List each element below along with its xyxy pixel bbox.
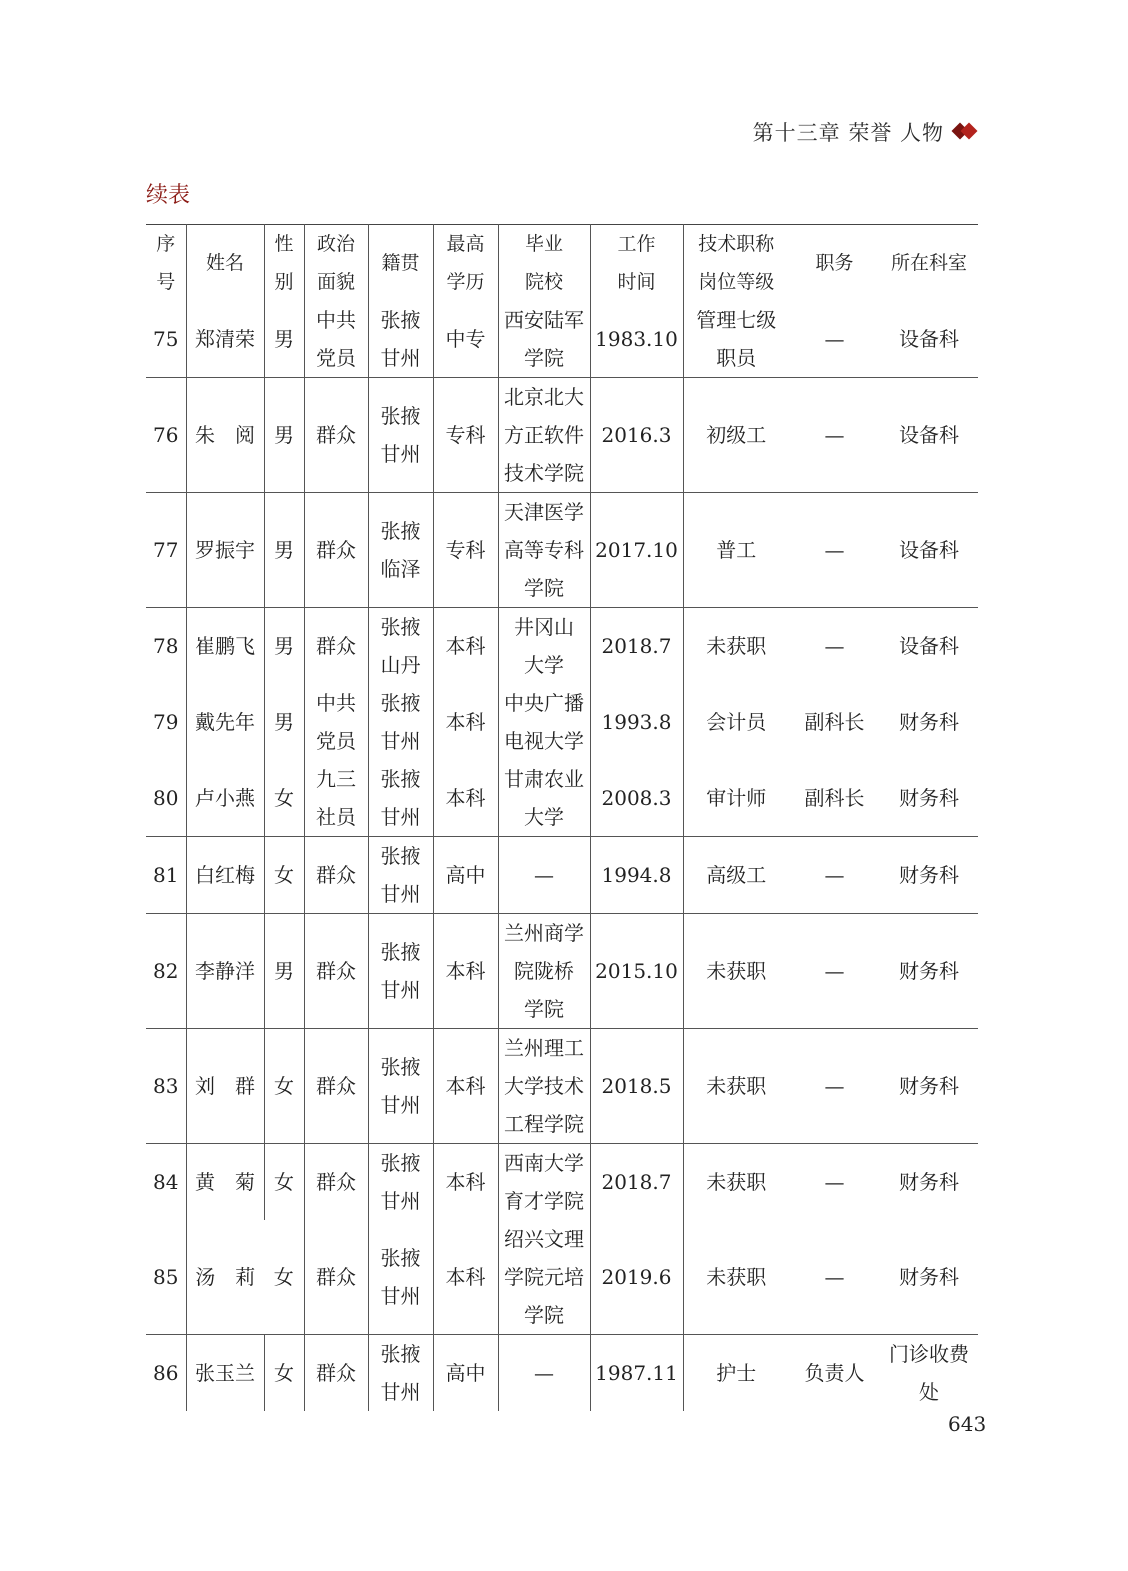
cell-line: 甘州 — [380, 346, 421, 370]
cell-line: 群众 — [316, 538, 356, 562]
cell-line: 姓名 — [205, 252, 244, 274]
cell-line: 别 — [274, 271, 294, 293]
cell-line: 财务科 — [899, 1074, 959, 1098]
col-header-department — [880, 225, 978, 302]
cell-line: 门诊收费 — [889, 1342, 969, 1366]
cell-line: 未获职 — [706, 634, 767, 658]
cell-school — [498, 760, 590, 837]
cell-native — [368, 914, 433, 1029]
cell-native — [368, 378, 433, 493]
col-header-education — [433, 225, 498, 302]
cell-line: 甘州 — [380, 1284, 421, 1308]
cell-name: 汤 莉 — [186, 1220, 264, 1335]
cell-gender: 女 — [264, 1144, 304, 1221]
cell-name: 戴先年 — [186, 684, 264, 760]
table-row — [146, 493, 978, 608]
cell-line: 财务科 — [899, 863, 959, 887]
cell-duty: — — [789, 837, 880, 914]
cell-native — [368, 608, 433, 685]
cell-seq: 75 — [146, 301, 186, 378]
cell-line: 面貌 — [316, 271, 355, 293]
cell-name: 朱 阅 — [186, 378, 264, 493]
cell-line: 张掖 — [380, 1342, 421, 1366]
cell-department — [880, 1144, 978, 1221]
cell-line: 毕业 — [524, 233, 563, 255]
cell-line: 群众 — [316, 1361, 356, 1385]
cell-gender: 女 — [264, 1335, 304, 1412]
cell-gender: 男 — [264, 378, 304, 493]
cell-title — [683, 1220, 789, 1335]
cell-line: 张掖 — [380, 1055, 421, 1079]
cell-line: 群众 — [316, 959, 356, 983]
cell-native — [368, 760, 433, 837]
cell-duty: — — [789, 914, 880, 1029]
cell-school — [498, 301, 590, 378]
cell-line: 中央广播 — [504, 691, 584, 715]
cell-school — [498, 1335, 590, 1412]
cell-education: 专科 — [433, 493, 498, 608]
cell-worktime: 2019.6 — [590, 1220, 683, 1335]
cell-line: 会计员 — [706, 710, 767, 734]
cell-line: 绍兴文理 — [504, 1227, 584, 1251]
cell-seq: 82 — [146, 914, 186, 1029]
cell-seq: 77 — [146, 493, 186, 608]
cell-school — [498, 378, 590, 493]
table-header-row — [146, 225, 978, 302]
col-header-worktime — [590, 225, 683, 302]
cell-line: 性 — [274, 233, 294, 255]
cell-native — [368, 301, 433, 378]
cell-title — [683, 378, 789, 493]
cell-line: 山丹 — [380, 653, 421, 677]
cell-line: 兰州理工 — [504, 1036, 584, 1060]
cell-native — [368, 493, 433, 608]
cell-line: 学院元培 — [504, 1265, 584, 1289]
cell-worktime: 2016.3 — [590, 378, 683, 493]
cell-duty: — — [789, 301, 880, 378]
cell-line: 未获职 — [706, 1074, 767, 1098]
cell-department — [880, 378, 978, 493]
cell-name: 刘 群 — [186, 1029, 264, 1144]
cell-education: 本科 — [433, 914, 498, 1029]
cell-department — [880, 837, 978, 914]
cell-line: 学院 — [524, 576, 564, 600]
cell-political — [304, 301, 368, 378]
table-row — [146, 684, 978, 760]
cell-line: 西南大学 — [504, 1151, 584, 1175]
cell-line: 工程学院 — [504, 1112, 584, 1136]
cell-native — [368, 1144, 433, 1221]
cell-duty: — — [824, 1170, 845, 1194]
cell-line: 审计师 — [706, 786, 767, 810]
cell-name: 黄 菊 — [186, 1144, 264, 1221]
cell-political — [304, 1029, 368, 1144]
cell-name: 崔鹏飞 — [186, 608, 264, 685]
cell-line: 政治 — [316, 233, 355, 255]
cell-line: 院陇桥 — [514, 959, 574, 983]
cell-line: 财务科 — [899, 710, 959, 734]
cell-line: 党员 — [316, 346, 356, 370]
cell-department — [880, 608, 978, 685]
cell-education: 本科 — [433, 684, 498, 760]
cell-title — [683, 914, 789, 1029]
cell-duty: — — [824, 634, 845, 658]
cell-department — [880, 1029, 978, 1144]
cell-line: 甘州 — [380, 882, 421, 906]
table-row — [146, 1335, 978, 1412]
cell-line: 管理七级 — [696, 308, 777, 332]
cell-line: 学院 — [524, 346, 564, 370]
cell-name: 李静洋 — [186, 914, 264, 1029]
cell-line: 张掖 — [380, 691, 421, 715]
cell-school — [498, 914, 590, 1029]
cell-line: 财务科 — [899, 1170, 959, 1194]
table-row — [146, 1029, 978, 1144]
cell-line: 群众 — [316, 1074, 356, 1098]
table-row — [146, 608, 978, 685]
cell-department — [880, 1335, 978, 1412]
cell-line: 群众 — [316, 1170, 356, 1194]
cell-political — [304, 914, 368, 1029]
cell-line: 设备科 — [899, 423, 959, 447]
cell-name: 白红梅 — [186, 837, 264, 914]
cell-duty: — — [789, 493, 880, 608]
cell-native — [368, 684, 433, 760]
cell-gender: 男 — [264, 914, 304, 1029]
cell-education: 本科 — [433, 1220, 498, 1335]
cell-line: 中共 — [316, 691, 356, 715]
cell-department — [880, 684, 978, 760]
cell-title — [683, 684, 789, 760]
cell-school — [498, 837, 590, 914]
cell-line: 院校 — [524, 271, 563, 293]
cell-line: 张掖 — [380, 940, 421, 964]
cell-worktime: 1987.11 — [590, 1335, 683, 1412]
cell-line: 所在科室 — [890, 252, 967, 274]
cell-department — [880, 914, 978, 1029]
table-row — [146, 760, 978, 837]
cell-political — [304, 684, 368, 760]
cell-worktime: 1994.8 — [590, 837, 683, 914]
cell-line: 甘州 — [380, 729, 421, 753]
cell-seq: 79 — [153, 710, 179, 734]
cell-line: 张掖 — [380, 308, 421, 332]
cell-line: 甘州 — [380, 442, 421, 466]
cell-duty: — — [789, 1029, 880, 1144]
cell-line: 普工 — [716, 538, 757, 562]
table-row — [146, 378, 978, 493]
cell-seq: 83 — [146, 1029, 186, 1144]
cell-line: 高级工 — [706, 863, 767, 887]
cell-line: 张掖 — [380, 404, 421, 428]
cell-seq: 85 — [146, 1220, 186, 1335]
cell-line: 处 — [919, 1380, 939, 1404]
col-header-native — [368, 225, 433, 302]
cell-line: 张掖 — [380, 519, 421, 543]
cell-gender: 男 — [264, 493, 304, 608]
cell-school — [498, 684, 590, 760]
cell-name: 卢小燕 — [186, 760, 264, 837]
cell-line: 甘肃农业 — [504, 767, 584, 791]
cell-political — [304, 760, 368, 837]
cell-political — [304, 378, 368, 493]
cell-gender: 女 — [264, 760, 304, 837]
cell-line: 大学 — [524, 805, 564, 829]
cell-education: 本科 — [433, 1144, 498, 1221]
cell-political — [304, 1144, 368, 1221]
cell-line: 时间 — [617, 271, 656, 293]
cell-seq: 76 — [146, 378, 186, 493]
cell-line: 张掖 — [380, 767, 421, 791]
cell-line: 序 — [156, 233, 176, 255]
cell-title — [683, 493, 789, 608]
cell-title — [683, 1335, 789, 1412]
cell-department — [880, 760, 978, 837]
cell-line: 大学 — [524, 653, 564, 677]
cell-line: 未获职 — [706, 1170, 767, 1194]
cell-line: 学院 — [524, 997, 564, 1021]
cell-seq: 81 — [146, 837, 186, 914]
cell-gender: 女 — [264, 1029, 304, 1144]
table-row — [146, 837, 978, 914]
cell-education: 高中 — [433, 1335, 498, 1412]
cell-line: 甘州 — [380, 978, 421, 1002]
cell-line: 群众 — [316, 1265, 356, 1289]
cell-worktime: 2018.7 — [590, 608, 683, 685]
cell-line: 北京北大 — [504, 385, 584, 409]
cell-line: 张掖 — [380, 1151, 421, 1175]
cell-line: 籍贯 — [381, 252, 420, 274]
cell-seq: 80 — [146, 760, 186, 837]
cell-school — [498, 1029, 590, 1144]
cell-duty: 负责人 — [804, 1361, 865, 1385]
cell-line: 财务科 — [899, 959, 959, 983]
cell-line: 设备科 — [899, 634, 959, 658]
table-row — [146, 1144, 978, 1221]
cell-gender: 男 — [264, 684, 304, 760]
cell-line: 岗位等级 — [698, 271, 775, 293]
cell-worktime: 1983.10 — [590, 301, 683, 378]
cell-line: 高等专科 — [504, 538, 584, 562]
cell-title — [683, 301, 789, 378]
cell-political — [304, 1220, 368, 1335]
cell-line: 西安陆军 — [504, 308, 584, 332]
table-row — [146, 1220, 978, 1335]
col-header-title — [683, 225, 789, 302]
col-header-political — [304, 225, 368, 302]
cell-line: 电视大学 — [504, 729, 584, 753]
cell-line: 群众 — [316, 863, 356, 887]
col-header-school — [498, 225, 590, 302]
cell-line: 中共 — [316, 308, 356, 332]
cell-worktime: 2008.3 — [590, 760, 683, 837]
cell-political — [304, 493, 368, 608]
cell-line: 甘州 — [380, 1189, 421, 1213]
chapter-title: 第十三章 荣誉 人物 — [752, 121, 944, 145]
cell-school — [498, 493, 590, 608]
cell-seq: 84 — [153, 1170, 179, 1194]
cell-political — [304, 1335, 368, 1412]
table-row — [146, 914, 978, 1029]
cell-native — [368, 1220, 433, 1335]
cell-line: 甘州 — [380, 1093, 421, 1117]
cell-worktime: 2017.10 — [590, 493, 683, 608]
cell-gender: 女 — [264, 837, 304, 914]
cell-native — [368, 1335, 433, 1412]
cell-line: 群众 — [316, 634, 356, 658]
cell-duty: — — [789, 378, 880, 493]
cell-line: 甘州 — [380, 805, 421, 829]
col-header-name — [186, 225, 264, 302]
cell-title — [683, 1144, 789, 1221]
cell-department — [880, 301, 978, 378]
cell-line: 学院 — [524, 1303, 564, 1327]
cell-native — [368, 837, 433, 914]
cell-worktime: 2018.5 — [590, 1029, 683, 1144]
cell-duty: 副科长 — [789, 760, 880, 837]
cell-name: 张玉兰 — [186, 1335, 264, 1412]
cell-native — [368, 1029, 433, 1144]
cell-education: 高中 — [433, 837, 498, 914]
double-diamond-icon — [952, 122, 978, 142]
cell-department — [880, 493, 978, 608]
cell-line: 天津医学 — [504, 500, 584, 524]
cell-education: 本科 — [433, 760, 498, 837]
cell-line: 设备科 — [899, 327, 959, 351]
cell-title — [683, 608, 789, 685]
continued-table-label: 续表 — [146, 183, 191, 208]
cell-title — [683, 1029, 789, 1144]
cell-line: — — [534, 1361, 554, 1385]
cell-seq: 86 — [153, 1361, 179, 1385]
cell-education: 专科 — [433, 378, 498, 493]
cell-line: 设备科 — [899, 538, 959, 562]
cell-department — [880, 1220, 978, 1335]
cell-line: 未获职 — [706, 1265, 767, 1289]
cell-education: 本科 — [433, 1029, 498, 1144]
cell-line: 九三 — [316, 767, 356, 791]
table-row — [146, 301, 978, 378]
cell-line: 方正软件 — [504, 423, 584, 447]
cell-line: 护士 — [716, 1361, 757, 1385]
cell-worktime: 2015.10 — [590, 914, 683, 1029]
cell-line: 群众 — [316, 423, 356, 447]
cell-duty: — — [789, 1220, 880, 1335]
cell-school — [498, 1220, 590, 1335]
page-number: 643 — [948, 1412, 987, 1436]
cell-political — [304, 837, 368, 914]
cell-name: 郑清荣 — [186, 301, 264, 378]
cell-line: 井冈山 — [514, 615, 574, 639]
cell-line: 临泽 — [380, 557, 421, 581]
staff-table — [146, 224, 978, 1411]
cell-political — [304, 608, 368, 685]
cell-line: 技术职称 — [698, 233, 775, 255]
cell-line: 财务科 — [899, 786, 959, 810]
cell-line: 技术学院 — [504, 461, 584, 485]
cell-line: 学历 — [446, 271, 485, 293]
cell-education: 本科 — [433, 608, 498, 685]
cell-line: 大学技术 — [504, 1074, 584, 1098]
cell-line: 兰州商学 — [504, 921, 584, 945]
cell-line: 甘州 — [380, 1380, 421, 1404]
cell-line: 初级工 — [706, 423, 767, 447]
cell-title — [683, 837, 789, 914]
col-header-gender — [264, 225, 304, 302]
cell-line: 职员 — [716, 346, 757, 370]
cell-line: 社员 — [316, 805, 356, 829]
cell-gender: 女 — [264, 1220, 304, 1335]
cell-line: 张掖 — [380, 1246, 421, 1270]
cell-line: 育才学院 — [504, 1189, 584, 1213]
cell-worktime: 2018.7 — [590, 1144, 683, 1221]
cell-duty: 副科长 — [804, 710, 865, 734]
cell-name: 罗振宇 — [186, 493, 264, 608]
cell-school — [498, 608, 590, 685]
cell-line: 财务科 — [899, 1265, 959, 1289]
table-body — [146, 301, 978, 1411]
cell-line: 职务 — [815, 252, 854, 274]
cell-line: 最高 — [446, 233, 485, 255]
cell-line: 号 — [156, 271, 176, 293]
cell-gender: 男 — [264, 608, 304, 685]
cell-line: 党员 — [316, 729, 356, 753]
cell-line: 未获职 — [706, 959, 767, 983]
cell-line: 张掖 — [380, 844, 421, 868]
cell-school — [498, 1144, 590, 1221]
col-header-seq — [146, 225, 186, 302]
cell-line: 张掖 — [380, 615, 421, 639]
cell-line: 工作 — [617, 233, 656, 255]
cell-seq: 78 — [153, 634, 179, 658]
cell-education: 中专 — [433, 301, 498, 378]
cell-gender: 男 — [264, 301, 304, 378]
cell-line: — — [534, 863, 554, 887]
running-header — [753, 112, 978, 152]
cell-worktime: 1993.8 — [590, 684, 683, 760]
cell-title — [683, 760, 789, 837]
col-header-duty — [789, 225, 880, 302]
